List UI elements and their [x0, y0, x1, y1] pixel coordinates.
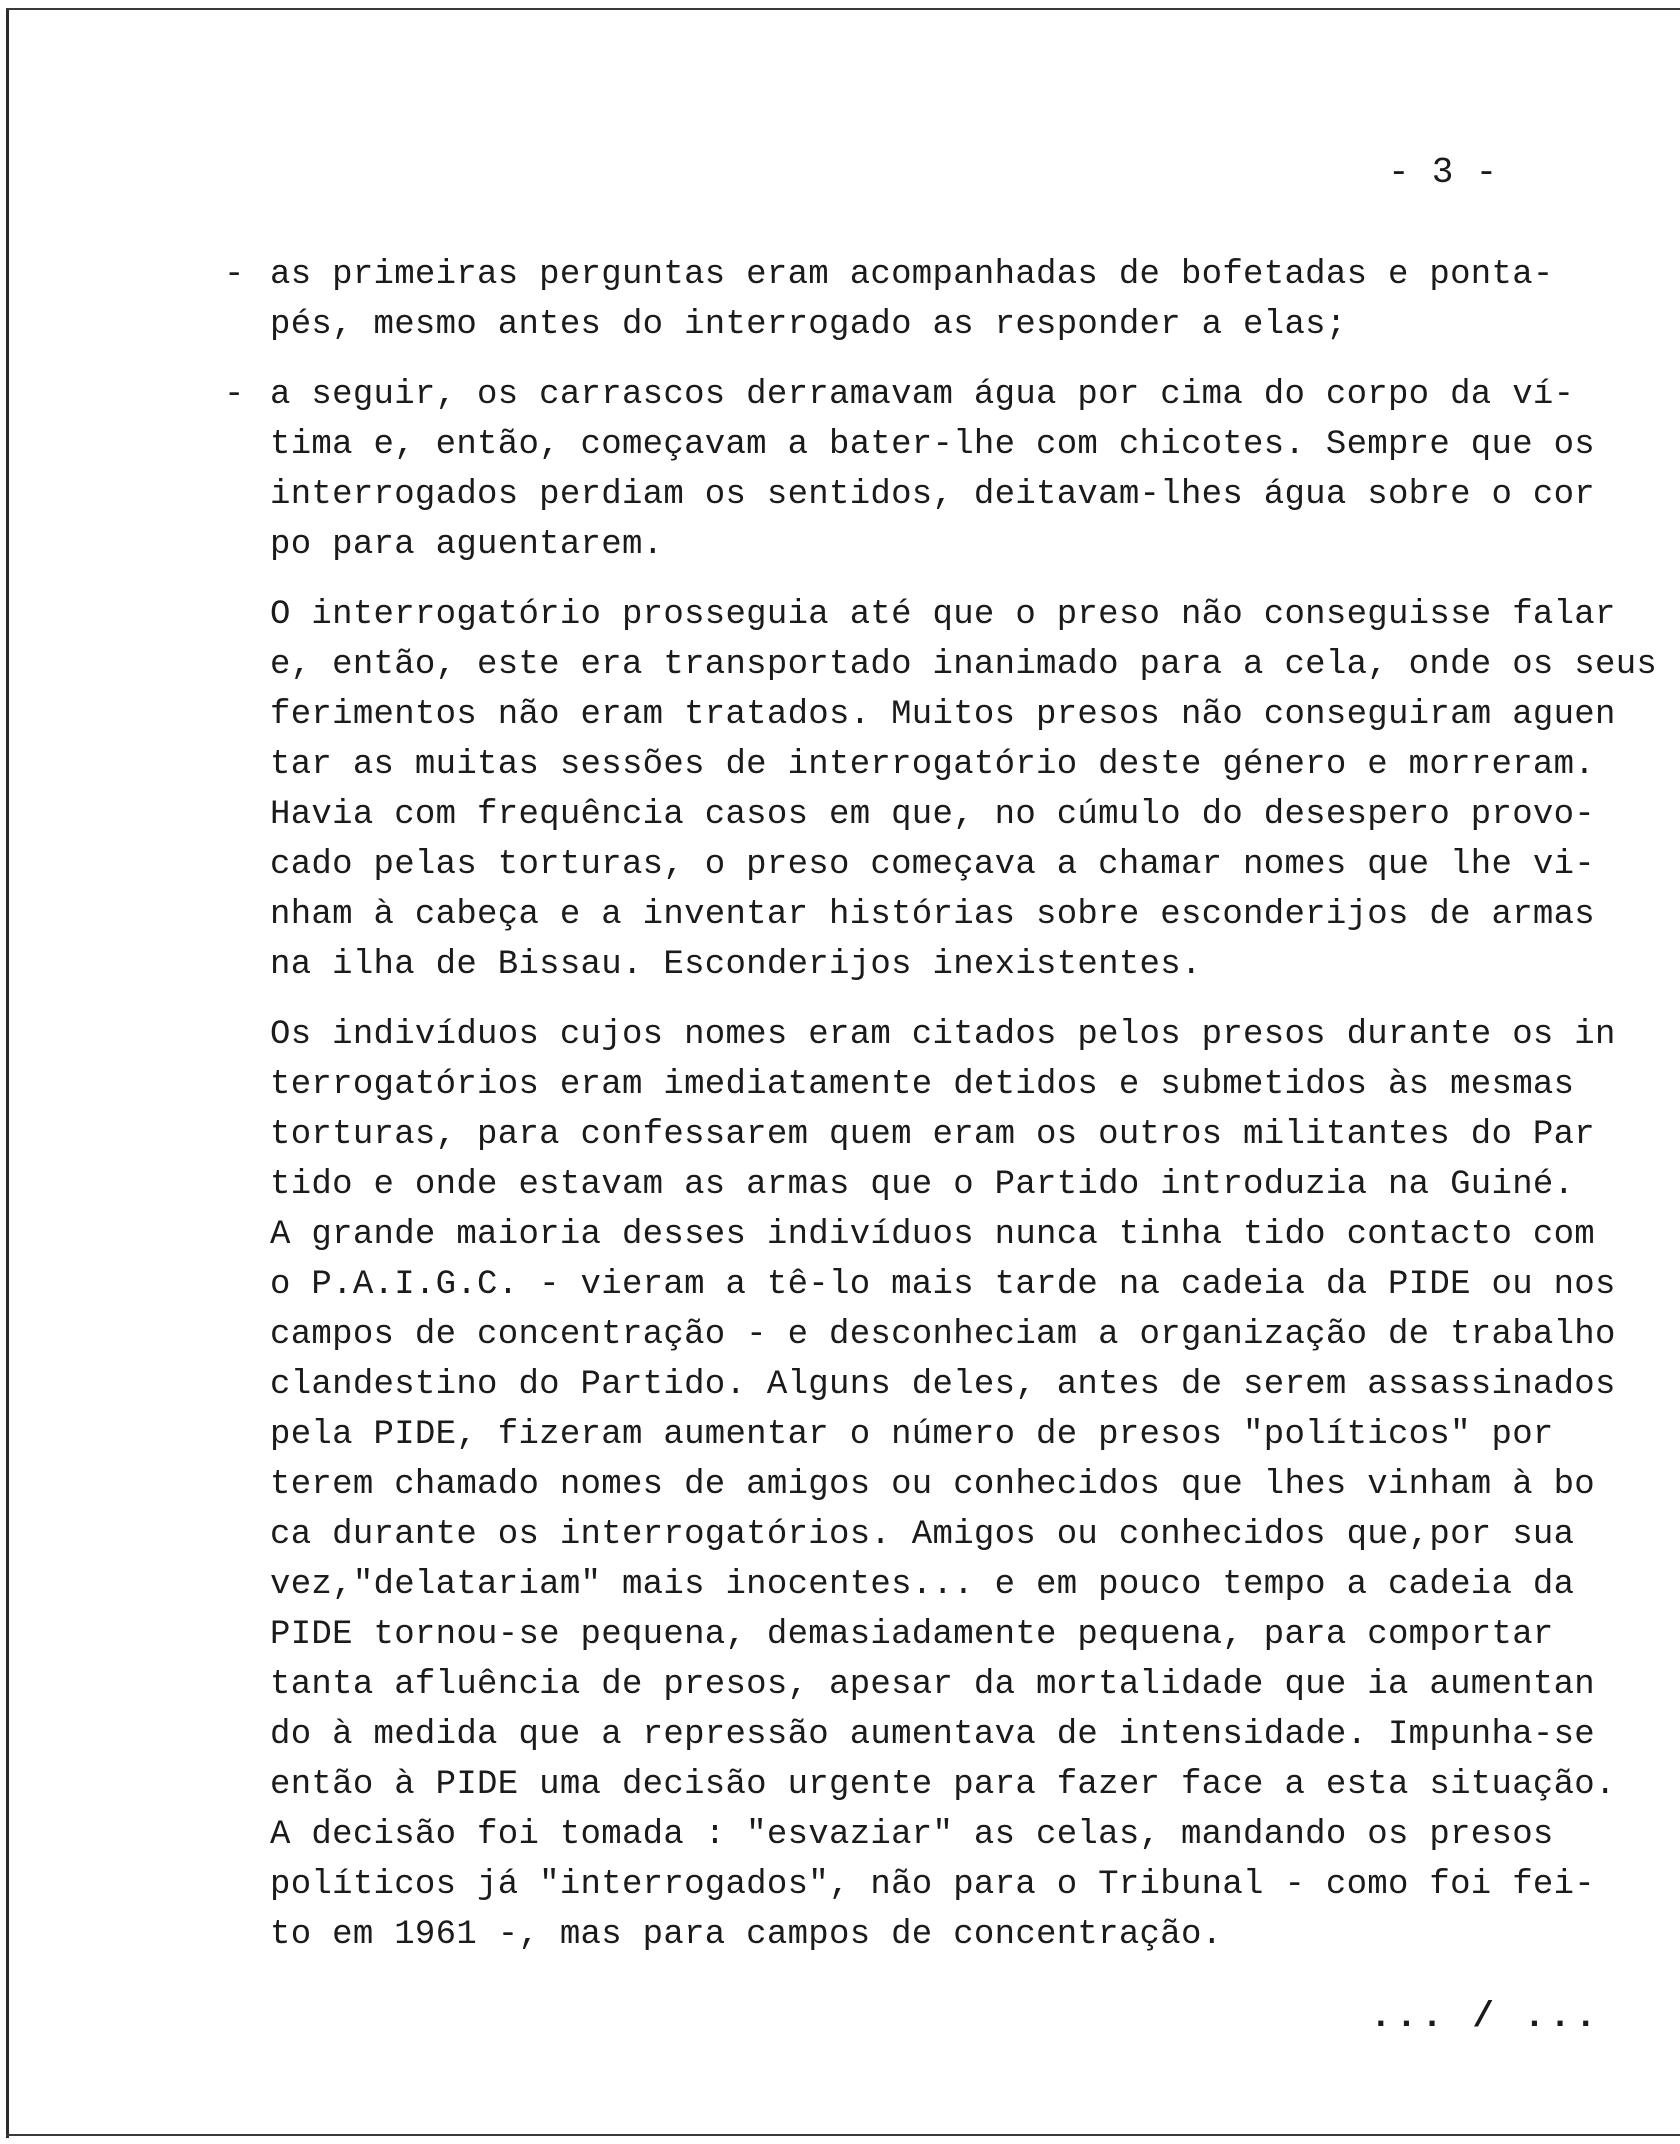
text-line: Os indivíduos cujos nomes eram citados pelos presos durante os in [270, 1016, 1616, 1054]
page-border-bottom [6, 2134, 1680, 2136]
text-line: na ilha de Bissau. Esconderijos inexistentes. [270, 946, 1202, 984]
text-line: tanta afluência de presos, apesar da mortalidade que ia aumentan [270, 1666, 1596, 1704]
text-line: terem chamado nomes de amigos ou conhecidos que lhes vinham à bo [270, 1466, 1596, 1504]
text-line: nham à cabeça e a inventar histórias sobre esconderijos de armas [270, 896, 1596, 934]
text-line: pela PIDE, fizeram aumentar o número de presos "políticos" por [270, 1416, 1554, 1454]
text-line: então à PIDE uma decisão urgente para fazer face a esta situação. [270, 1766, 1616, 1804]
text-line: to em 1961 -, mas para campos de concentração. [270, 1916, 1223, 1954]
text-line: pés, mesmo antes do interrogado as responder a elas; [270, 306, 1347, 344]
page-border-top [6, 8, 1680, 10]
text-line: tar as muitas sessões de interrogatório deste género e morreram. [270, 746, 1596, 784]
text-line: interrogados perdiam os sentidos, deitavam-lhes água sobre o cor [270, 476, 1596, 514]
text-line: O interrogatório prosseguia até que o preso não conseguisse falar [270, 596, 1616, 634]
text-line: campos de concentração - e desconheciam a organização de trabalho [270, 1316, 1616, 1354]
text-line: e, então, este era transportado inanimado para a cela, onde os seus [270, 646, 1658, 684]
text-line: políticos já "interrogados", não para o Tribunal - como foi fei- [270, 1866, 1596, 1904]
text-line: tido e onde estavam as armas que o Partido introduzia na Guiné. [270, 1166, 1575, 1204]
text-line: o P.A.I.G.C. - vieram a tê-lo mais tarde na cadeia da PIDE ou nos [270, 1266, 1616, 1304]
text-line: vez,"delatariam" mais inocentes... e em pouco tempo a cadeia da [270, 1566, 1575, 1604]
page-number: - 3 - [1388, 152, 1498, 193]
continuation-mark: ... / ... [1370, 1996, 1601, 2037]
text-line: ca durante os interrogatórios. Amigos ou conhecidos que,por sua [270, 1516, 1575, 1554]
text-line: clandestino do Partido. Alguns deles, antes de serem assassinados [270, 1366, 1616, 1404]
text-line: A decisão foi tomada : "esvaziar" as celas, mandando os presos [270, 1816, 1554, 1854]
page-border-left [6, 8, 9, 2138]
text-line: ferimentos não eram tratados. Muitos presos não conseguiram aguen [270, 696, 1616, 734]
list-bullet-2: - [224, 376, 245, 414]
list-bullet-1: - [224, 256, 245, 294]
text-line: A grande maioria desses indivíduos nunca tinha tido contacto com [270, 1216, 1596, 1254]
text-line: terrogatórios eram imediatamente detidos e submetidos às mesmas [270, 1066, 1575, 1104]
text-line: a seguir, os carrascos derramavam água por cima do corpo da ví- [270, 376, 1575, 414]
text-line: po para aguentarem. [270, 526, 664, 564]
text-line: torturas, para confessarem quem eram os outros militantes do Par [270, 1116, 1596, 1154]
text-line: cado pelas torturas, o preso começava a chamar nomes que lhe vi- [270, 846, 1596, 884]
text-line: Havia com frequência casos em que, no cúmulo do desespero provo- [270, 796, 1596, 834]
text-line: tima e, então, começavam a bater-lhe com chicotes. Sempre que os [270, 426, 1596, 464]
text-line: as primeiras perguntas eram acompanhadas de bofetadas e ponta- [270, 256, 1554, 294]
text-line: do à medida que a repressão aumentava de intensidade. Impunha-se [270, 1716, 1596, 1754]
text-line: PIDE tornou-se pequena, demasiadamente pequena, para comportar [270, 1616, 1554, 1654]
